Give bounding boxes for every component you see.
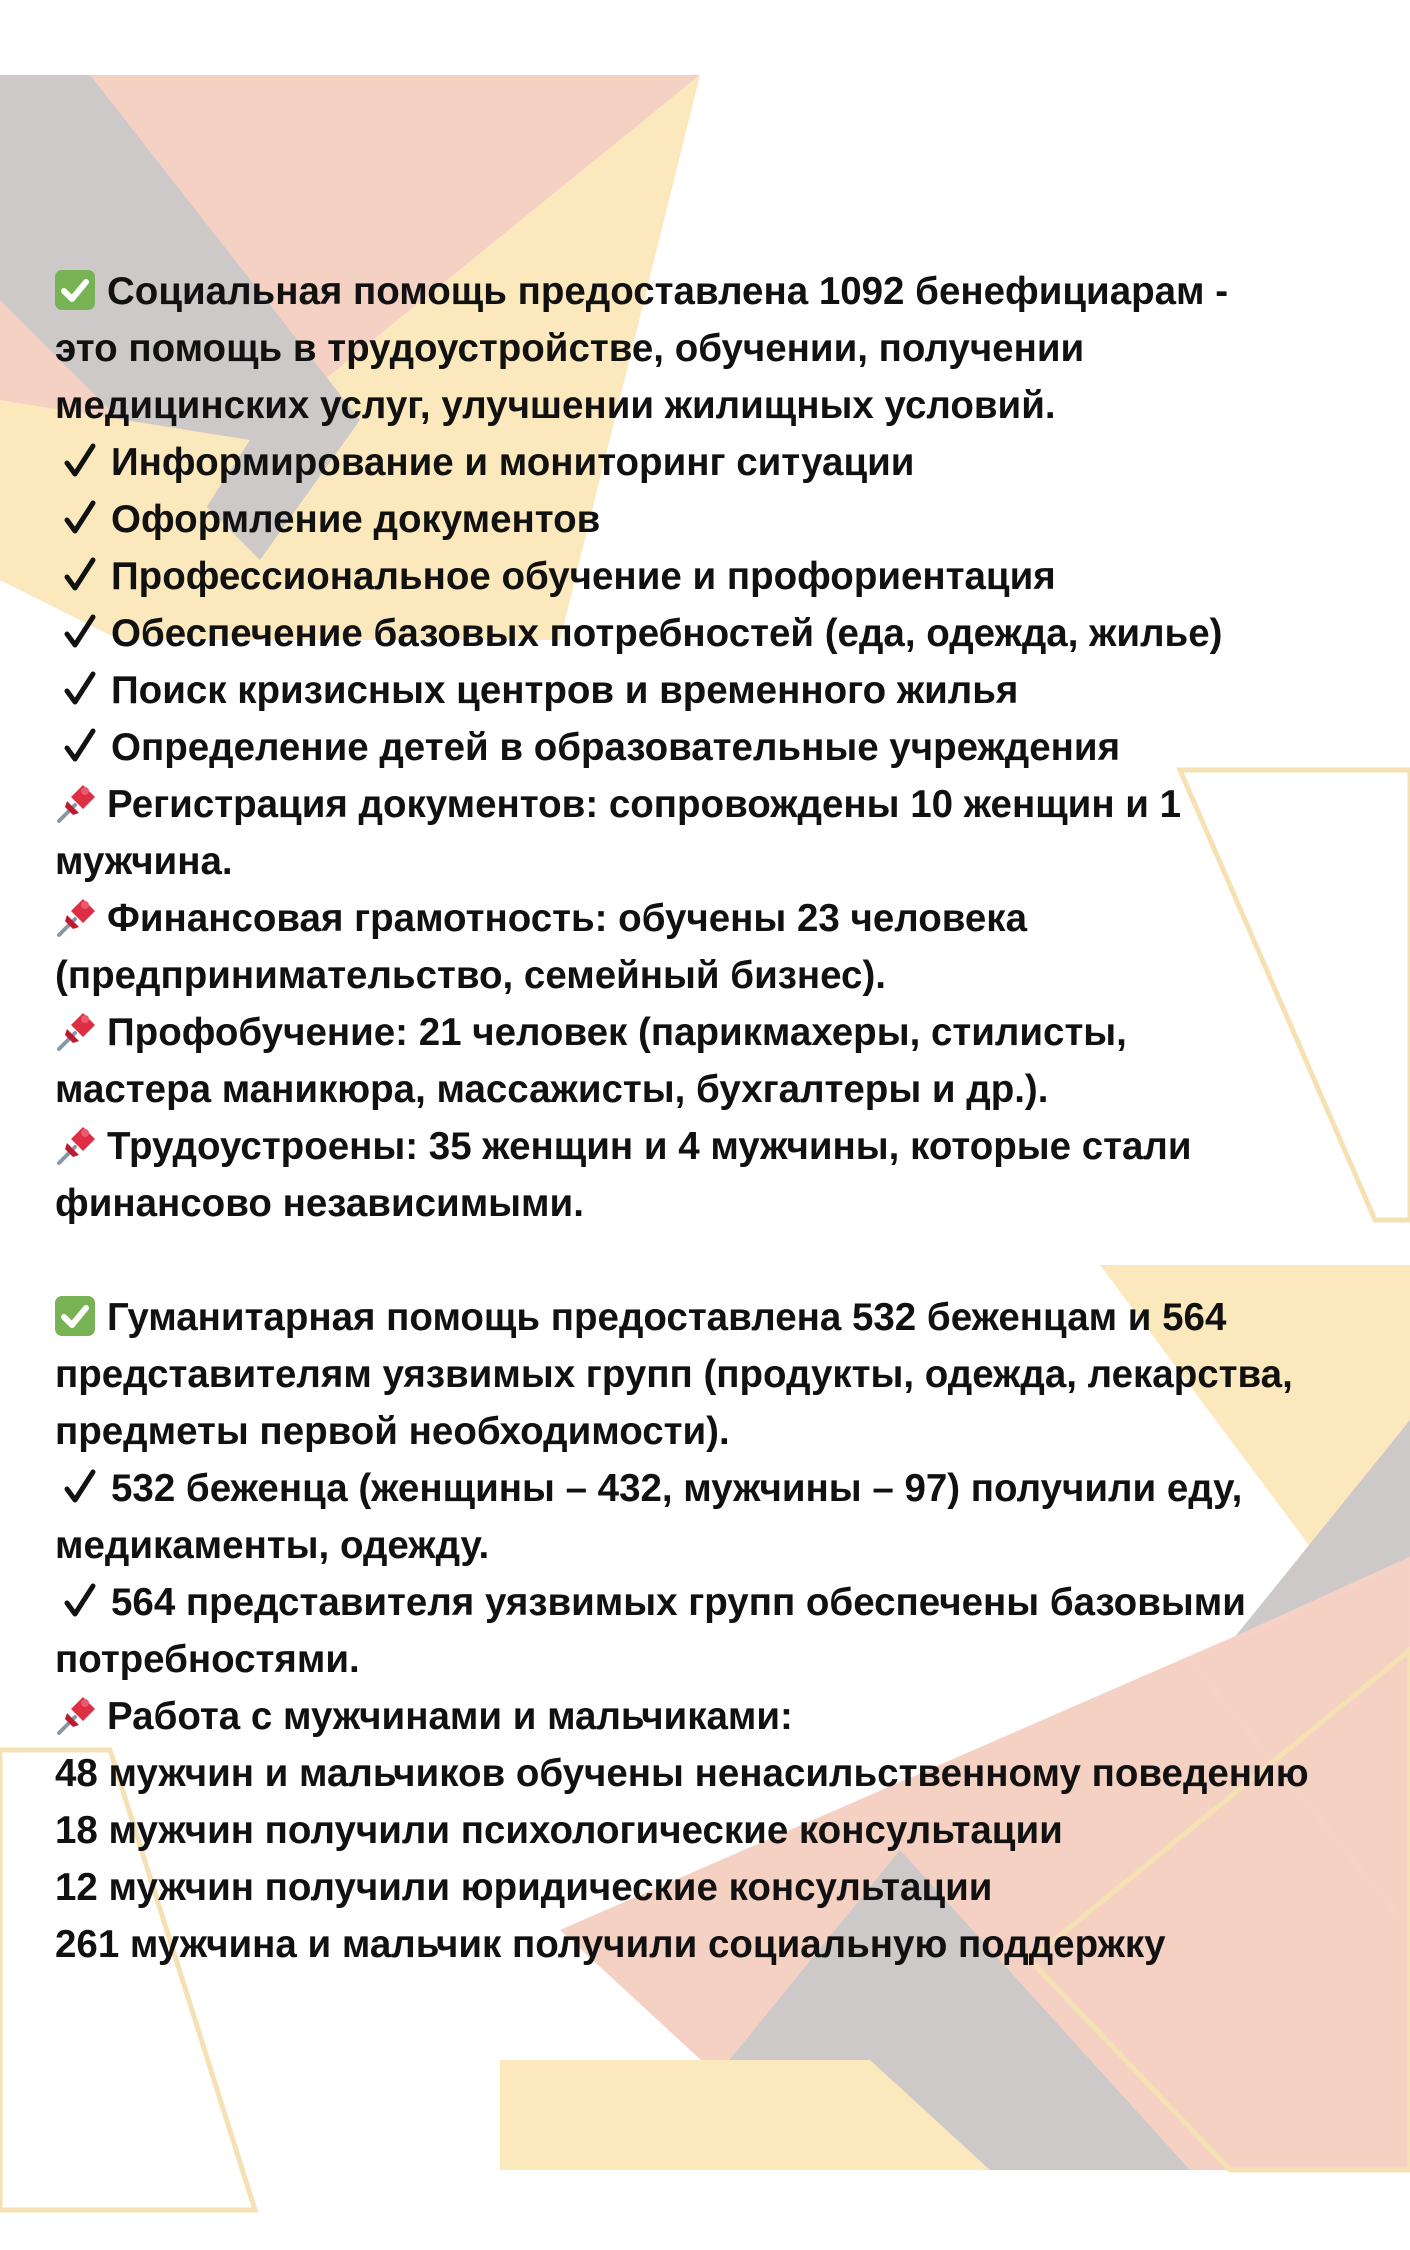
pushpin-icon <box>55 1009 99 1053</box>
check-box-icon <box>55 270 95 310</box>
check-mark-icon <box>63 500 97 536</box>
men-work-line: 48 мужчин и мальчиков обучены ненасильственному поведению <box>55 1752 1309 1795</box>
section2-header-line-1: Гуманитарная помощь предоставлена 532 беженцам и 564 <box>55 1289 1375 1346</box>
checklist-item: Поиск кризисных центров и временного жилья <box>55 662 1375 719</box>
checklist-item: 564 представителя уязвимых групп обеспечены базовыми <box>55 1574 1375 1631</box>
pushpin-icon <box>55 781 99 825</box>
pinned-item-line: (предпринимательство, семейный бизнес). <box>55 954 886 997</box>
check-mark-icon <box>63 671 97 707</box>
checklist-item-continuation: медикаменты, одежду. <box>55 1524 490 1567</box>
pushpin-icon <box>55 1123 99 1167</box>
section2-header-line-2: представителям уязвимых групп (продукты, одежда, лекарства, <box>55 1353 1293 1396</box>
section1-header-line-1: Социальная помощь предоставлена 1092 бенефициарам - <box>55 263 1375 320</box>
check-mark-icon <box>63 1583 97 1619</box>
section2-header-line-3: предметы первой необходимости). <box>55 1410 730 1453</box>
pinned-item-line: Профобучение: 21 человек (парикмахеры, стилисты, <box>55 1004 1375 1061</box>
pinned-item-line: Трудоустроены: 35 женщин и 4 мужчины, которые стали <box>55 1118 1375 1175</box>
men-work-line: 18 мужчин получили психологические консультации <box>55 1809 1063 1852</box>
check-mark-icon <box>63 557 97 593</box>
section1-header-line-2: это помощь в трудоустройстве, обучении, получении <box>55 327 1085 370</box>
report-text <box>55 263 1375 1973</box>
section-gap <box>55 1232 1375 1289</box>
check-mark-icon <box>63 1469 97 1505</box>
men-work-line: 12 мужчин получили юридические консультации <box>55 1866 993 1909</box>
check-mark-icon <box>63 614 97 650</box>
pinned-item-line: мужчина. <box>55 840 233 883</box>
checklist-item: Обеспечение базовых потребностей (еда, одежда, жилье) <box>55 605 1375 662</box>
section1-header-line-3: медицинских услуг, улучшении жилищных условий. <box>55 384 1056 427</box>
checklist-item: Профессиональное обучение и профориентация <box>55 548 1375 605</box>
pushpin-icon <box>55 895 99 939</box>
checklist-item-continuation: потребностями. <box>55 1638 360 1681</box>
pinned-item-line: финансово независимыми. <box>55 1182 584 1225</box>
check-mark-icon <box>63 728 97 764</box>
checklist-item: Информирование и мониторинг ситуации <box>55 434 1375 491</box>
checklist-item: Оформление документов <box>55 491 1375 548</box>
check-mark-icon <box>63 443 97 479</box>
check-box-icon <box>55 1296 95 1336</box>
pinned-item-line: Финансовая грамотность: обучены 23 человека <box>55 890 1375 947</box>
pinned-item-line: мастера маникюра, массажисты, бухгалтеры и др.). <box>55 1068 1049 1111</box>
pinned-item-line: Регистрация документов: сопровождены 10 женщин и 1 <box>55 776 1375 833</box>
checklist-item: Определение детей в образовательные учреждения <box>55 719 1375 776</box>
men-work-title: Работа с мужчинами и мальчиками: <box>55 1688 1375 1745</box>
checklist-item: 532 беженца (женщины – 432, мужчины – 97) получили еду, <box>55 1460 1375 1517</box>
men-work-line: 261 мужчина и мальчик получили социальную поддержку <box>55 1923 1166 1966</box>
pushpin-icon <box>55 1693 99 1737</box>
